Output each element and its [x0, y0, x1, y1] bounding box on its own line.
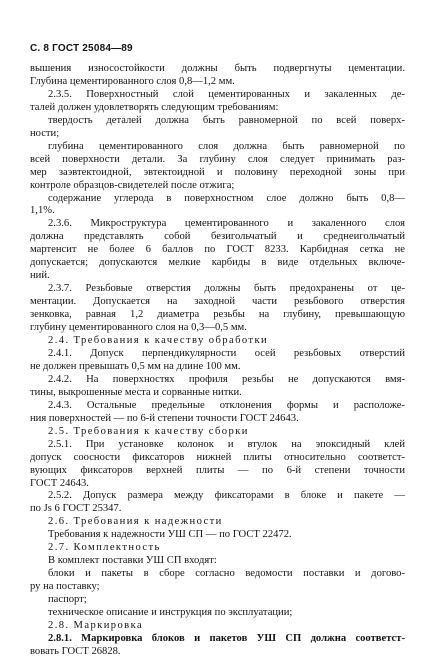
text-line: В комплект поставки УШ СП входят: [48, 555, 217, 567]
text-line: должна представлять собой безигольчатый и среднеигольчатый [30, 231, 405, 243]
text-line: зенковка, равная 1,2 диаметра резьбы на глубину, превышающую [30, 309, 405, 321]
text-line: допускается; допускаются мелкие карбиды в виде отдельных включе- [30, 257, 405, 269]
text-line: допуск соосности фиксаторов нижней плиты относительно соответст- [30, 451, 405, 463]
clause-2-5-2: 2.5.2. Допуск размера между фиксаторами в блоке и пакете — [48, 490, 405, 502]
text-line: мартенсит не более 6 баллов по ГОСТ 8233. Карбидная сетка не [30, 244, 405, 256]
text-line: ности; [30, 127, 60, 139]
section-heading-2-6: 2.6. Требования к надежности [48, 516, 223, 528]
text-line: всей поверхности детали. За глубину слоя следует принимать раз- [30, 153, 405, 165]
section-heading-2-5: 2.5. Требования к качеству сборки [48, 425, 249, 437]
section-heading-2-8: 2.8. Маркировка [48, 619, 144, 631]
text-line: тины, выкрошенные места и сорванные нитки. [30, 386, 242, 398]
section-heading-2-7: 2.7. Комплектность [48, 542, 161, 554]
text-line: Глубина цементированного слоя 0,8—1,2 мм. [30, 75, 235, 87]
clause-2-3-6: 2.3.6. Микроструктура цементированного и закаленного слоя [48, 218, 405, 230]
clause-2-4-3: 2.4.3. Остальные предельные отклонения формы и расположе- [48, 399, 405, 411]
text-line: талей должен удовлетворять следующим требованиям: [30, 101, 279, 113]
text-line: мер заэвтектоидной, эвтектоидной и половину переходной зоны при [30, 166, 405, 178]
text-line: не должен превышать 0,5 мм на длине 100 мм. [30, 360, 241, 372]
clause-2-5-1: 2.5.1. При установке колонок и втулок на эпоксидный клей [48, 438, 405, 450]
text-line: ментации. Допускается на заходной части резьбового отверстия [30, 296, 405, 308]
document-body [30, 48, 405, 659]
section-heading-2-4: 2.4. Требования к качеству обработки [48, 335, 269, 347]
clause-2-8-1: 2.8.1. Маркировка блоков и пакетов УШ СП должна соответст- [48, 632, 405, 644]
text-line: ГОСТ 24643. [30, 477, 89, 489]
page-header: С. 8 ГОСТ 25084—89 [30, 43, 133, 54]
clause-2-3-5: 2.3.5. Поверхностный слой цементированных и закаленных де- [48, 88, 405, 100]
text-line: техническое описание и инструкция по эксплуатации; [48, 607, 293, 619]
text-line: 1,1%. [30, 205, 55, 217]
clause-2-4-1: 2.4.1. Допуск перпендикулярности осей резьбовых отверстий [48, 347, 405, 359]
text-line: вующих фиксаторов верхней плиты — по 6-й степени точности [30, 464, 405, 476]
text-line: содержание углерода в поверхностном слое должно быть 0,8— [48, 192, 405, 204]
text-line: ний. [30, 270, 50, 282]
text-line: ру на поставку; [30, 581, 100, 593]
text-line: глубина цементированного слоя должна быть равномерной по [48, 140, 405, 152]
text-line: блоки и пакеты в сборе согласно ведомости поставки и догово- [48, 568, 405, 580]
text-line: вовать ГОСТ 26828. [30, 645, 121, 657]
text-line: ния поверхностей — по 6-й степени точности ГОСТ 24643. [30, 412, 299, 424]
text-line: по Js 6 ГОСТ 25347. [30, 503, 122, 515]
clause-2-3-7: 2.3.7. Резьбовые отверстия должны быть предохранены от це- [48, 283, 405, 295]
text-line: паспорт; [48, 594, 87, 606]
text-line: контроле образцов-свидетелей после отжига; [30, 179, 235, 191]
text-line: Требования к надежности УШ СП — по ГОСТ 22472. [48, 529, 292, 541]
text-line: вышения износостойкости должны быть подвергнуты цементации. [30, 63, 405, 74]
clause-2-4-2: 2.4.2. На поверхностях профиля резьбы не допускаются вмя- [48, 373, 405, 385]
text-line: глубину цементированного слоя на 0,3—0,5 мм. [30, 322, 247, 334]
text-line: твердость деталей должна быть равномерной по всей поверх- [48, 114, 405, 126]
